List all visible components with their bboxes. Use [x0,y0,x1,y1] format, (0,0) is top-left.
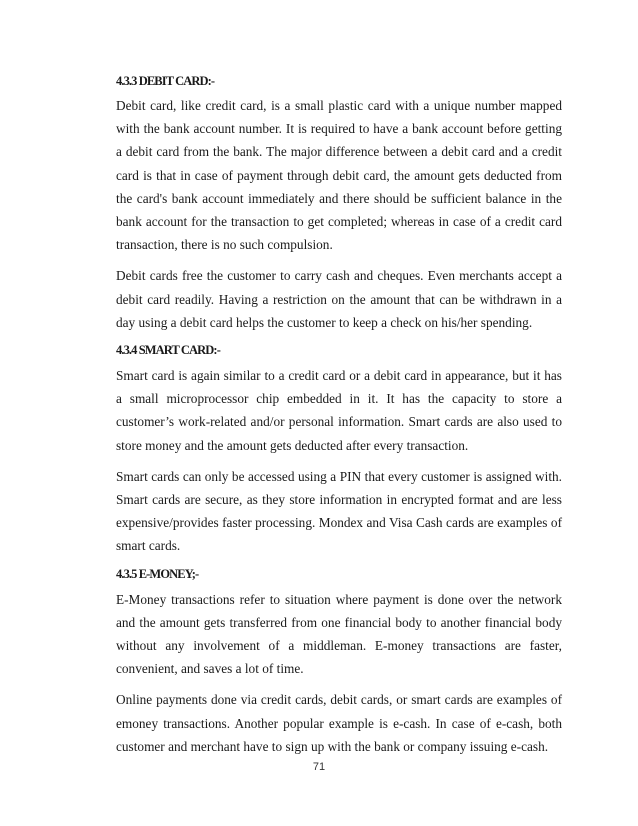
paragraph-debit-card-2: Debit cards free the customer to carry cash and cheques. Even merchants accept a debit card readily. Having a restriction on the amount that can be withdrawn in a day using a debit card helps the customer to keep a check on his/her spending. [116,268,562,330]
paragraph-smart-card-1: Smart card is again similar to a credit card or a debit card in appearance, but it has a small microprocessor chip embedded in it. It has the capacity to store a customer’s work-related and/or personal information. Smart cards are also used to store money and the amount gets deducted after every transaction. [116,368,562,453]
section-heading-debit-card: 4.3.3 DEBIT CARD:- [116,74,215,88]
paragraph-e-money-1: E-Money transactions refer to situation where payment is done over the network and the amount gets transferred from one financial body to another financial body without any involvement of a middleman. E-money transactions are faster, convenient, and saves a lot of time. [116,591,562,677]
section-heading-e-money: 4.3.5 E-MONEY;- [116,566,199,581]
section-heading-smart-card: 4.3.4 SMART CARD:- [116,343,220,358]
paragraph-debit-card-1: Debit card, like credit card, is a small plastic card with a unique number mapped with the bank account number. It is required to have a bank account before getting a debit card from the bank. The major difference between a debit card and a credit card is that in case of payment through debit card, the amount gets deducted from the card's bank account immediately and there should be sufficient balance in the bank account for the transaction to get completed; whereas in case of a credit card transaction, there is no such compulsion. [116,98,562,253]
paragraph-e-money-2: Online payments done via credit cards, debit cards, or smart cards are examples of emoney transactions. Another popular example is e-cash. In case of e-cash, both customer and merchant have to sign up with the bank or company issuing e-cash. [116,692,562,754]
page-content [116,72,562,758]
page-number: 71 [312,761,326,773]
paragraph-smart-card-2: Smart cards can only be accessed using a PIN that every customer is assigned with. Smart cards are secure, as they store information in encrypted format and are less expensive/provides faster processing. Mondex and Visa Cash cards are examples of smart cards. [116,468,562,554]
